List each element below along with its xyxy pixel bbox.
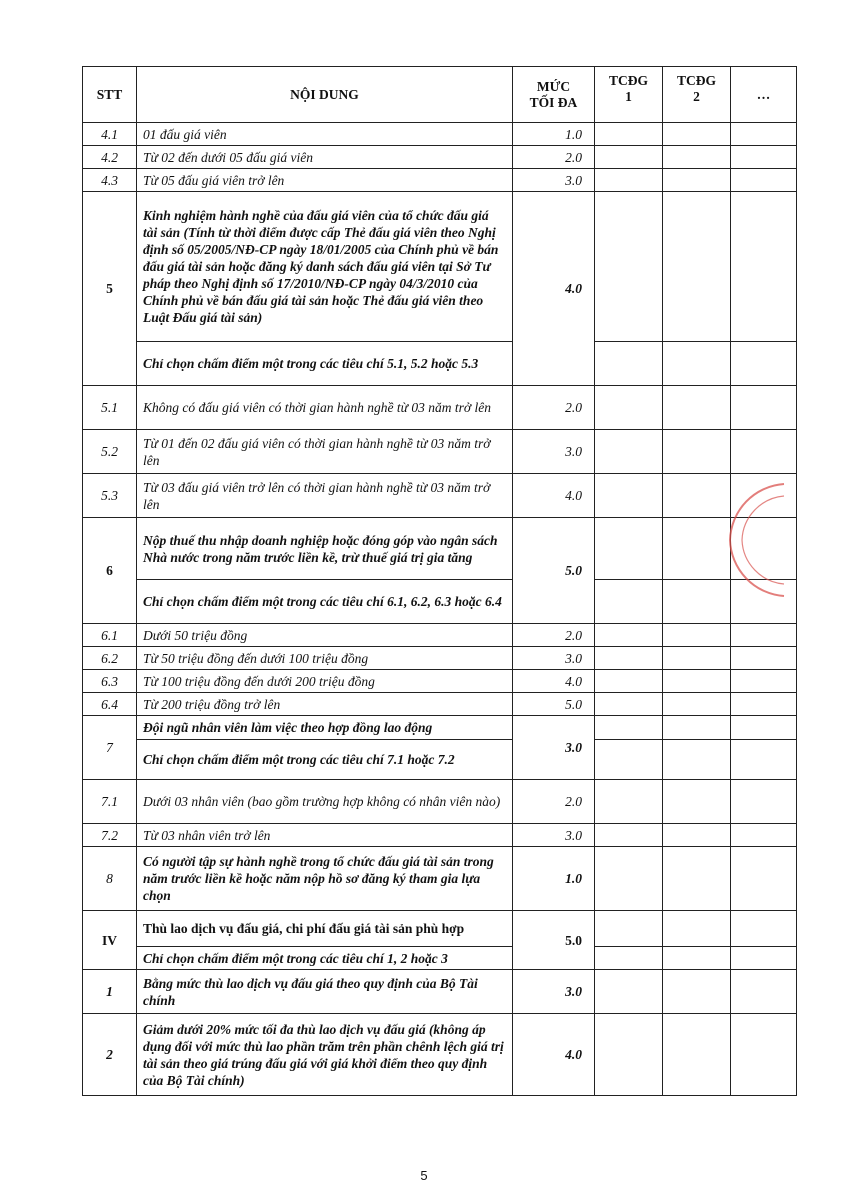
score-cell[interactable]	[663, 518, 731, 580]
table-row	[83, 847, 797, 911]
score-cell[interactable]	[731, 386, 797, 430]
table-row	[83, 780, 797, 824]
row-max-score: 2.0	[513, 780, 595, 824]
score-cell[interactable]	[731, 693, 797, 716]
score-cell[interactable]	[663, 970, 731, 1014]
row-max-score: 3.0	[513, 824, 595, 847]
row-max-score: 3.0	[513, 970, 595, 1014]
row-content: Từ 50 triệu đồng đến dưới 100 triệu đồng	[137, 647, 513, 670]
score-cell[interactable]	[595, 716, 663, 740]
score-cell[interactable]	[595, 693, 663, 716]
score-cell[interactable]	[595, 580, 663, 624]
row-stt: 6.4	[83, 693, 137, 716]
score-cell[interactable]	[731, 342, 797, 386]
row-stt: 8	[83, 847, 137, 911]
row-note: Chỉ chọn chấm điểm một trong các tiêu chí 6.1, 6.2, 6.3 hoặc 6.4	[137, 580, 513, 624]
row-content: Có người tập sự hành nghề trong tổ chức đấu giá tài sản trong năm trước liền kề hoặc năm nộp hồ sơ đăng ký tham gia lựa chọn	[137, 847, 513, 911]
score-cell[interactable]	[663, 716, 731, 740]
row-max-score: 3.0	[513, 647, 595, 670]
row-max-score: 1.0	[513, 123, 595, 146]
header-tcdg-2: TCĐG 2	[663, 67, 731, 123]
row-max-score: 4.0	[513, 670, 595, 693]
score-cell[interactable]	[731, 580, 797, 624]
score-cell[interactable]	[595, 624, 663, 647]
score-cell[interactable]	[731, 780, 797, 824]
row-note: Chỉ chọn chấm điểm một trong các tiêu chí 7.1 hoặc 7.2	[137, 740, 513, 780]
score-cell[interactable]	[663, 947, 731, 970]
score-cell[interactable]	[731, 192, 797, 342]
table-row	[83, 740, 797, 780]
score-cell[interactable]	[595, 123, 663, 146]
score-cell[interactable]	[663, 847, 731, 911]
score-cell[interactable]	[731, 1014, 797, 1096]
row-content: Từ 03 đấu giá viên trở lên có thời gian hành nghề từ 03 năm trở lên	[137, 474, 513, 518]
score-cell[interactable]	[731, 146, 797, 169]
table-row	[83, 824, 797, 847]
score-cell[interactable]	[663, 693, 731, 716]
table-row	[83, 192, 797, 342]
score-cell[interactable]	[731, 647, 797, 670]
table-row	[83, 670, 797, 693]
score-cell[interactable]	[663, 342, 731, 386]
row-stt: 7	[83, 716, 137, 780]
row-max-score: 4.0	[513, 1014, 595, 1096]
row-content: Từ 01 đến 02 đấu giá viên có thời gian hành nghề từ 03 năm trở lên	[137, 430, 513, 474]
row-content: Từ 03 nhân viên trở lên	[137, 824, 513, 847]
row-note: Chỉ chọn chấm điểm một trong các tiêu chí 1, 2 hoặc 3	[137, 947, 513, 970]
score-cell[interactable]	[595, 780, 663, 824]
score-cell[interactable]	[595, 824, 663, 847]
score-cell[interactable]	[595, 1014, 663, 1096]
header-tcdg-1: TCĐG 1	[595, 67, 663, 123]
score-cell[interactable]	[731, 911, 797, 947]
header-more: …	[731, 67, 797, 123]
row-max-score: 3.0	[513, 169, 595, 192]
score-cell[interactable]	[731, 123, 797, 146]
score-cell[interactable]	[663, 169, 731, 192]
row-content: Thù lao dịch vụ đấu giá, chi phí đấu giá tài sản phù hợp	[137, 911, 513, 947]
score-cell[interactable]	[595, 670, 663, 693]
row-stt: 7.1	[83, 780, 137, 824]
score-cell[interactable]	[731, 670, 797, 693]
header-content: NỘI DUNG	[137, 67, 513, 123]
score-cell[interactable]	[595, 192, 663, 342]
score-cell[interactable]	[595, 430, 663, 474]
row-content: Dưới 50 triệu đồng	[137, 624, 513, 647]
header-max: MỨC TỐI ĐA	[513, 67, 595, 123]
row-content: Dưới 03 nhân viên (bao gồm trường hợp không có nhân viên nào)	[137, 780, 513, 824]
table-row	[83, 647, 797, 670]
table-row	[83, 386, 797, 430]
row-stt: 5.2	[83, 430, 137, 474]
row-content: Giảm dưới 20% mức tối đa thù lao dịch vụ đấu giá (không áp dụng đối với mức thù lao phần trăm trên phần chênh lệch giá trị tài sản theo giá trúng đấu giá với giá khởi điểm theo quy định của Bộ Tài chính)	[137, 1014, 513, 1096]
row-stt: 6.2	[83, 647, 137, 670]
score-cell[interactable]	[663, 474, 731, 518]
row-stt: 2	[83, 1014, 137, 1096]
score-cell[interactable]	[731, 474, 797, 518]
score-cell[interactable]	[595, 342, 663, 386]
score-cell[interactable]	[663, 911, 731, 947]
row-stt: 4.3	[83, 169, 137, 192]
score-cell[interactable]	[595, 386, 663, 430]
score-cell[interactable]	[663, 670, 731, 693]
header-stt: STT	[83, 67, 137, 123]
row-max-score: 1.0	[513, 847, 595, 911]
score-cell[interactable]	[731, 169, 797, 192]
row-content: Bằng mức thù lao dịch vụ đấu giá theo quy định của Bộ Tài chính	[137, 970, 513, 1014]
table-row	[83, 580, 797, 624]
table-row	[83, 947, 797, 970]
table-row	[83, 342, 797, 386]
score-cell[interactable]	[731, 847, 797, 911]
table-header-row	[83, 67, 797, 123]
score-cell[interactable]	[731, 824, 797, 847]
row-max-score: 5.0	[513, 693, 595, 716]
score-cell[interactable]	[731, 624, 797, 647]
row-content: Từ 02 đến dưới 05 đấu giá viên	[137, 146, 513, 169]
table-row	[83, 911, 797, 947]
row-max-score: 4.0	[513, 192, 595, 386]
score-cell[interactable]	[663, 146, 731, 169]
criteria-table	[82, 66, 797, 1096]
row-max-score: 5.0	[513, 518, 595, 624]
row-stt: 7.2	[83, 824, 137, 847]
row-stt: 5.3	[83, 474, 137, 518]
score-cell[interactable]	[663, 192, 731, 342]
score-cell[interactable]	[731, 947, 797, 970]
row-content: Kinh nghiệm hành nghề của đấu giá viên của tổ chức đấu giá tài sản (Tính từ thời điểm được cấp Thẻ đấu giá viên theo Nghị định số 05/2005/NĐ-CP ngày 18/01/2005 của Chính phủ về bán đấu giá tài sản hoặc đăng ký danh sách đấu giá viên tại Sở Tư pháp theo Nghị định số 17/2010/NĐ-CP ngày 04/3/2010 của Chính phủ về bán đấu giá tài sản hoặc Thẻ đấu giá viên theo Luật Đấu giá tài sản)	[137, 192, 513, 342]
score-cell[interactable]	[595, 518, 663, 580]
table-row	[83, 1014, 797, 1096]
row-max-score: 2.0	[513, 386, 595, 430]
row-stt: 5.1	[83, 386, 137, 430]
row-content: Đội ngũ nhân viên làm việc theo hợp đồng lao động	[137, 716, 513, 740]
row-content: 01 đấu giá viên	[137, 123, 513, 146]
score-cell[interactable]	[595, 647, 663, 670]
table-row	[83, 169, 797, 192]
score-cell[interactable]	[663, 1014, 731, 1096]
score-cell[interactable]	[731, 740, 797, 780]
score-cell[interactable]	[595, 146, 663, 169]
score-cell[interactable]	[663, 824, 731, 847]
score-cell[interactable]	[663, 624, 731, 647]
score-cell[interactable]	[663, 430, 731, 474]
row-content: Nộp thuế thu nhập doanh nghiệp hoặc đóng góp vào ngân sách Nhà nước trong năm trước liền kề, trừ thuế giá trị gia tăng	[137, 518, 513, 580]
score-cell[interactable]	[595, 847, 663, 911]
row-max-score: 2.0	[513, 146, 595, 169]
score-cell[interactable]	[595, 911, 663, 947]
table-row	[83, 123, 797, 146]
row-content: Từ 100 triệu đồng đến dưới 200 triệu đồng	[137, 670, 513, 693]
row-stt: 1	[83, 970, 137, 1014]
score-cell[interactable]	[663, 386, 731, 430]
score-cell[interactable]	[663, 740, 731, 780]
row-content: Không có đấu giá viên có thời gian hành nghề từ 03 năm trở lên	[137, 386, 513, 430]
row-content: Từ 200 triệu đồng trở lên	[137, 693, 513, 716]
score-cell[interactable]	[663, 123, 731, 146]
row-stt: 6.1	[83, 624, 137, 647]
score-cell[interactable]	[663, 780, 731, 824]
row-stt: IV	[83, 911, 137, 970]
row-stt: 5	[83, 192, 137, 386]
row-max-score: 3.0	[513, 716, 595, 780]
score-cell[interactable]	[595, 740, 663, 780]
row-max-score: 2.0	[513, 624, 595, 647]
row-stt: 6.3	[83, 670, 137, 693]
score-cell[interactable]	[731, 518, 797, 580]
row-content: Từ 05 đấu giá viên trở lên	[137, 169, 513, 192]
row-max-score: 3.0	[513, 430, 595, 474]
row-max-score: 5.0	[513, 911, 595, 970]
table-row	[83, 430, 797, 474]
score-cell[interactable]	[595, 169, 663, 192]
score-cell[interactable]	[663, 647, 731, 670]
table-row	[83, 624, 797, 647]
table-row	[83, 970, 797, 1014]
table-row	[83, 518, 797, 580]
row-note: Chỉ chọn chấm điểm một trong các tiêu chí 5.1, 5.2 hoặc 5.3	[137, 342, 513, 386]
row-stt: 4.1	[83, 123, 137, 146]
score-cell[interactable]	[595, 474, 663, 518]
table-row	[83, 693, 797, 716]
row-stt: 4.2	[83, 146, 137, 169]
score-cell[interactable]	[595, 947, 663, 970]
score-cell[interactable]	[731, 716, 797, 740]
score-cell[interactable]	[731, 430, 797, 474]
table-row	[83, 146, 797, 169]
row-stt: 6	[83, 518, 137, 624]
row-max-score: 4.0	[513, 474, 595, 518]
table-row	[83, 474, 797, 518]
table-row	[83, 716, 797, 740]
score-cell[interactable]	[663, 580, 731, 624]
page-number: 5	[420, 1168, 428, 1183]
score-cell[interactable]	[595, 970, 663, 1014]
score-cell[interactable]	[731, 970, 797, 1014]
